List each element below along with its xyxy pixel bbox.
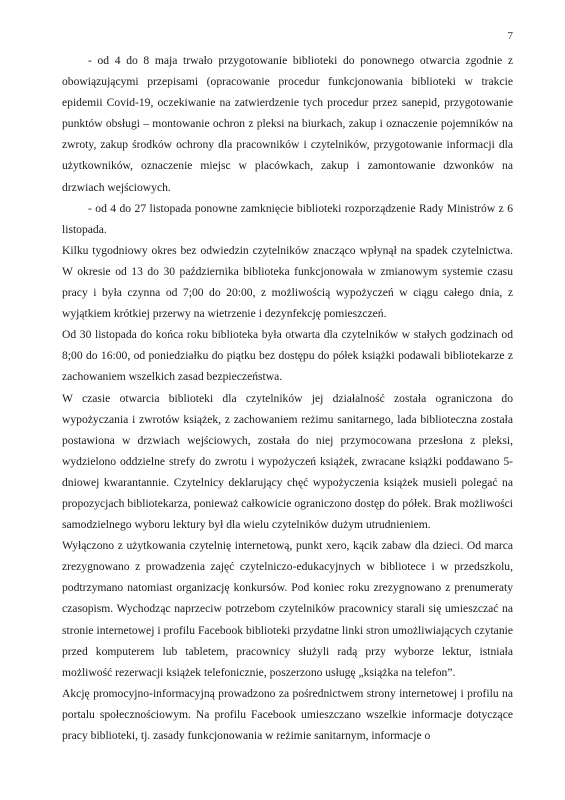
page-number: 7	[507, 30, 513, 42]
paragraph-limited-activity: W czasie otwarcia biblioteki dla czytelników jej działalność została ograniczona do wypożyczania i zwrotów książek, z zachowaniem reżimu sanitarnego, lada biblioteczna została postawiona w drzwiach wejściowych, została do niej przymocowana przesłona z pleksi, wydzielono oddzielne strefy do zwrotu i wypożyczeń książek, zwracane książki poddawano 5-dniowej kwarantannie. Czytelnicy deklarujący chęć wypożyczenia książek musieli polegać na propozycjach bibliotekarza, ponieważ całkowicie ograniczono dostęp do półek. Brak możliwości samodzielnego wyboru lektury był dla wielu czytelników dużym utrudnieniem.	[62, 391, 513, 532]
paragraph-promotion: Akcję promocyjno-informacyjną prowadzono za pośrednictwem strony internetowej i profilu na portalu społecznościowym. Na profilu Facebook umieszczano wszelkie informacje dotyczące pracy biblioteki, tj. zasady funkcjonowania w reżimie sanitarnym, informacje o	[62, 686, 513, 742]
document-body	[62, 50, 513, 746]
paragraph-bullet-november: - od 4 do 27 listopada ponowne zamknięcie biblioteki rozporządzenie Rady Ministrów z 6 listopada.	[62, 201, 513, 236]
paragraph-excluded-services: Wyłączono z użytkowania czytelnię internetową, punkt xero, kącik zabaw dla dzieci. Od marca zrezygnowano z prowadzenia zajęć czytelniczo-edukacyjnych w bibliotece i w przedszkolu, podtrzymano natomiast organizację konkursów. Pod koniec roku zrezygnowano z prenumeraty czasopism. Wychodząc naprzeciw potrzebom czytelników pracownicy starali się umieszczać na stronie internetowej i profilu Facebook biblioteki przydatne linki stron umożliwiających czytanie przed komputerem lub tabletem, pracownicy służyli radą przy wyborze lektur, istniała możliwość rezerwacji książek telefonicznie, poszerzono usługę „książka na telefon”.	[62, 539, 513, 679]
paragraph-bullet-may: - od 4 do 8 maja trwało przygotowanie biblioteki do ponownego otwarcia zgodnie z obowiązującymi przepisami (opracowanie procedur funkcjonowania biblioteki w trakcie epidemii Covid-19, oczekiwanie na zatwierdzenie tych procedur przez sanepid, przygotowanie punktów obsługi – montowanie ochron z pleksi na biurkach, zakup i oznaczenie pojemników na zwroty, zakup środków ochrony dla pracowników i czytelników, przygotowanie informacji dla użytkowników, oznaczenie miejsc w placówkach, zakup i zamontowanie dzwonków na drzwiach wejściowych.	[62, 54, 513, 194]
paragraph-opening-hours: Od 30 listopada do końca roku biblioteka była otwarta dla czytelników w stałych godzinach od 8;00 do 16:00, od poniedziałku do piątku bez dostępu do półek książki podawali bibliotekarze z zachowaniem wszelkich zasad bezpieczeństwa.	[62, 328, 513, 384]
paragraph-readership-decline: Kilku tygodniowy okres bez odwiedzin czytelników znacząco wpłynął na spadek czytelnictwa. W okresie od 13 do 30 października biblioteka funkcjonowała w zmianowym systemie czasu pracy i była czynna od 7;00 do 20:00, z możliwością wypożyczeń w ciągu całego dnia, z wyjątkiem krótkiej przerwy na wietrzenie i dezynfekcję pomieszczeń.	[62, 243, 513, 321]
